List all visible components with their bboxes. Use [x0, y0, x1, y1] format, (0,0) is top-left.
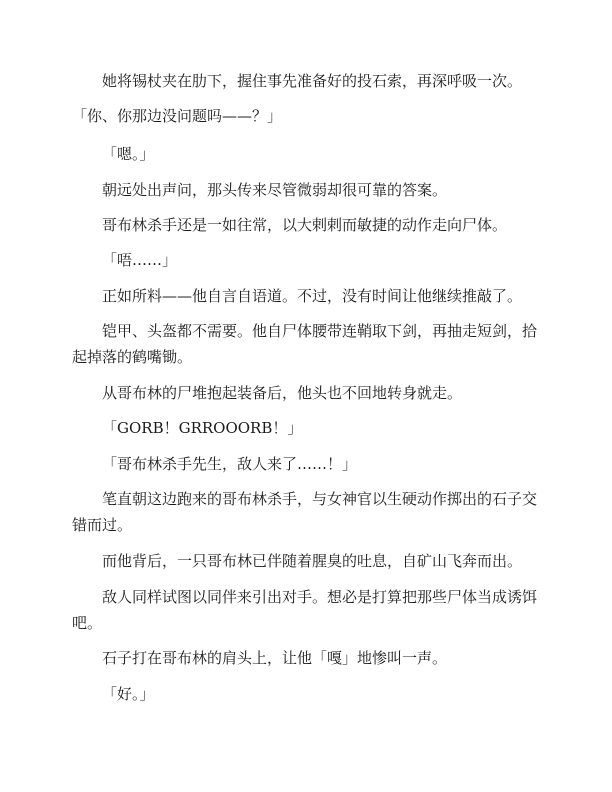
paragraph-2: 「你、你那边没问题吗——？」: [72, 107, 283, 125]
paragraph-13: 而他背后，一只哥布林已伴随着腥臭的吐息，自矿山飞奔而出。: [102, 552, 523, 570]
paragraph-15: 石子打在哥布林的肩头上，让他「嘎」地惨叫一声。: [102, 649, 448, 667]
paragraph-5: 哥布林杀手还是一如往常，以大剌剌而敏捷的动作走向尸体。: [102, 216, 508, 234]
paragraph-6: 「唔……」: [102, 251, 178, 269]
paragraph-4: 朝远处出声问，那头传来尽管微弱却很可靠的答案。: [102, 181, 448, 199]
paragraph-1: 她将锡杖夹在肋下，握住事先准备好的投石索，再深呼吸一次。: [102, 72, 523, 90]
paragraph-8: 铠甲、头盔都不需要。他自尸体腰带连鞘取下剑，再抽走短剑，拾起掉落的鹤嘴锄。: [72, 322, 538, 366]
paragraph-7: 正如所料——他自言自语道。不过，没有时间让他继续推敲了。: [102, 287, 523, 305]
paragraph-12: 笔直朝这边跑来的哥布林杀手，与女神官以生硬动作掷出的石子交错而过。: [72, 490, 538, 534]
paragraph-9: 从哥布林的尸堆抱起装备后，他头也不回地转身就走。: [102, 384, 463, 402]
paragraph-16: 「好。」: [102, 685, 155, 703]
paragraph-11: 「哥布林杀手先生，敌人来了……！」: [102, 455, 358, 473]
paragraph-14: 敌人同样试图以同伴来引出对手。想必是打算把那些尸体当成诱饵吧。: [72, 588, 538, 632]
paragraph-10: 「GORB！GRROOORB！」: [102, 419, 303, 437]
paragraph-3: 「嗯。」: [102, 145, 155, 163]
